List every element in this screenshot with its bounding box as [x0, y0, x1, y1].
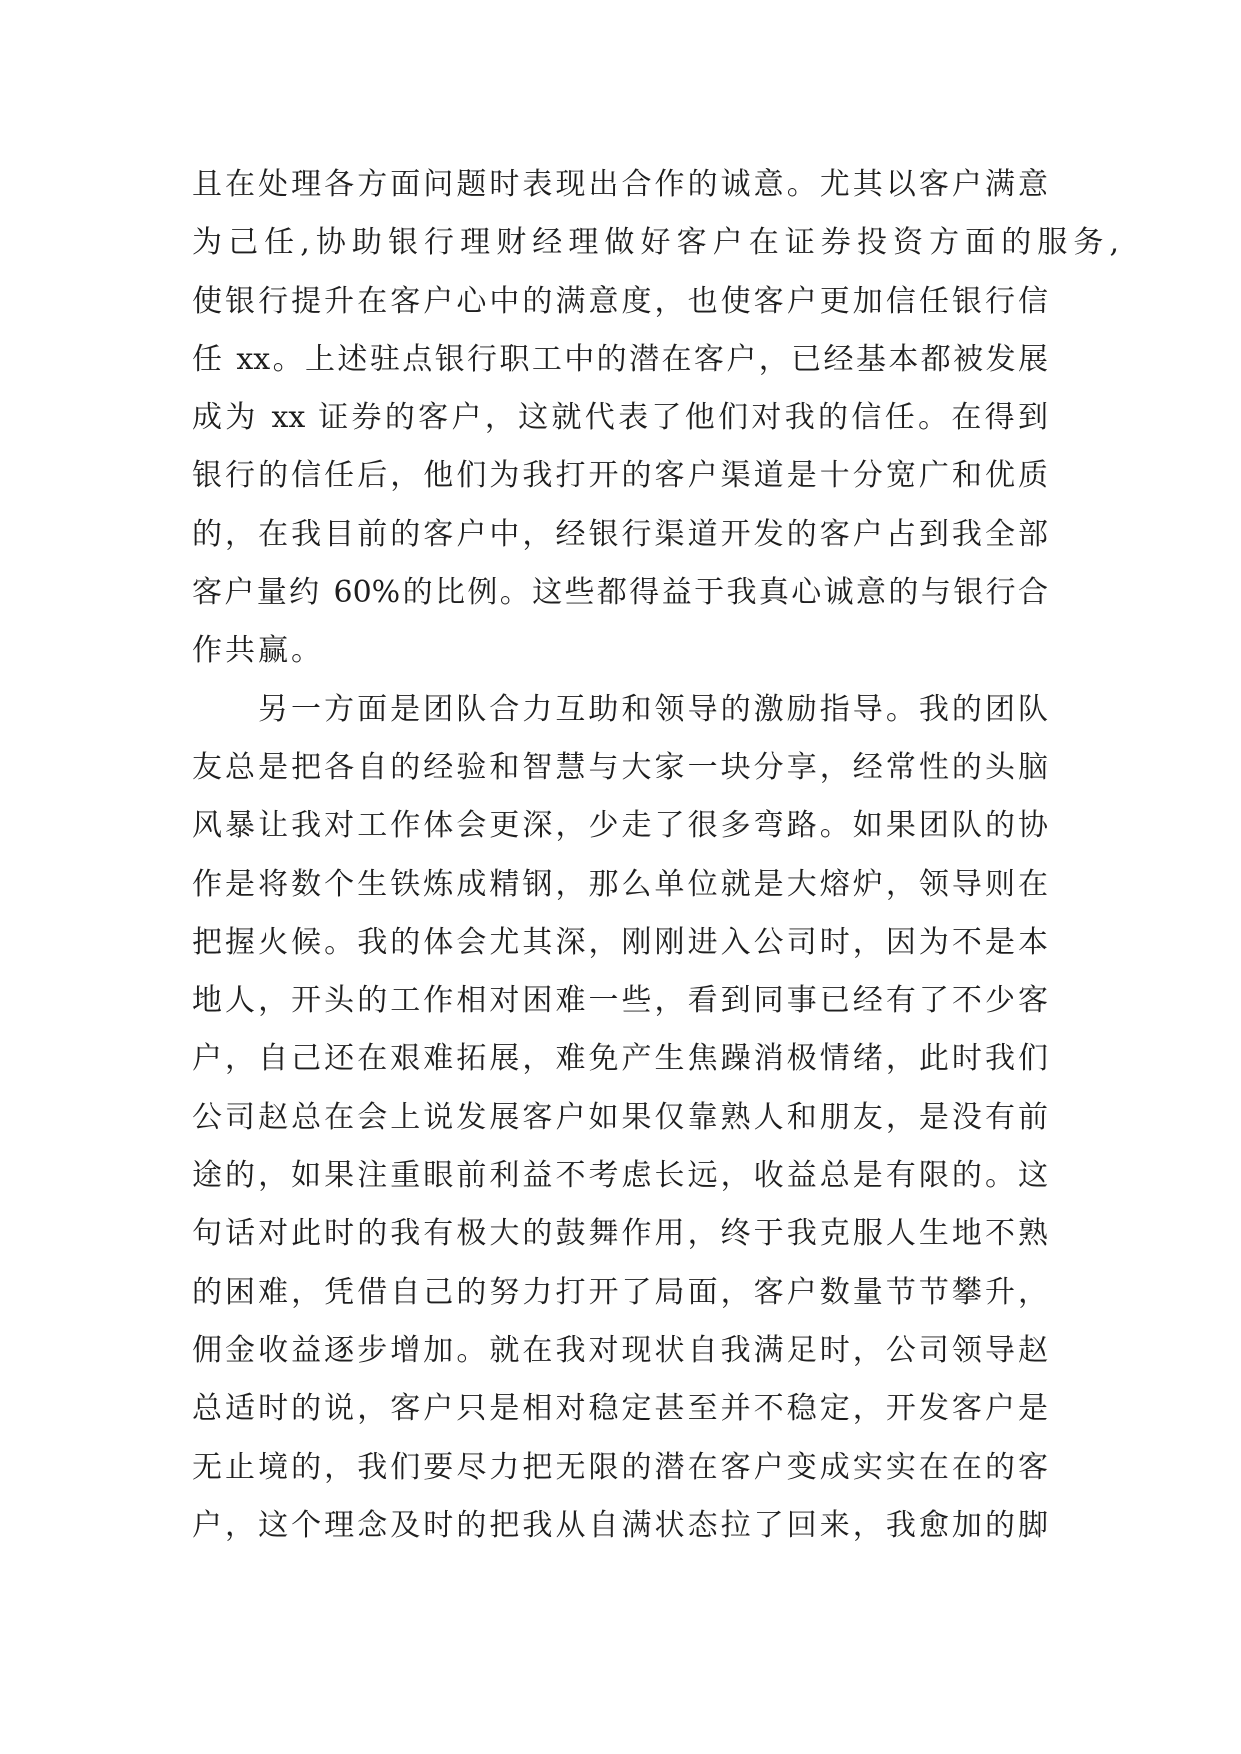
text-line: 作共赢。 [192, 633, 324, 669]
paragraph [192, 156, 1119, 681]
text-line: 户，自己还在艰难拓展，难免产生焦躁消极情绪，此时我们 [192, 1041, 1048, 1077]
paragraph [192, 681, 1048, 1555]
text-line: 无止境的，我们要尽力把无限的潜在客户变成实实在在的客 [192, 1449, 1048, 1485]
text-line: 佣金收益逐步增加。就在我对现状自我满足时，公司领导赵 [192, 1332, 1048, 1368]
text-line: 的困难，凭借自己的努力打开了局面，客户数量节节攀升， [192, 1274, 1048, 1310]
text-line: 使银行提升在客户心中的满意度，也使客户更加信任银行信 [192, 283, 1048, 319]
text-line: 任 xx。上述驻点银行职工中的潜在客户，已经基本都被发展 [192, 341, 1048, 377]
text-line: 友总是把各自的经验和智慧与大家一块分享，经常性的头脑 [192, 749, 1048, 785]
text-line: 公司赵总在会上说发展客户如果仅靠熟人和朋友，是没有前 [192, 1099, 1048, 1135]
text-line: 户，这个理念及时的把我从自满状态拉了回来，我愈加的脚 [192, 1507, 1048, 1543]
text-line: 总适时的说，客户只是相对稳定甚至并不稳定，开发客户是 [192, 1391, 1048, 1427]
text-line: 的，在我目前的客户中，经银行渠道开发的客户占到我全部 [192, 516, 1048, 552]
text-line: 成为 xx 证券的客户，这就代表了他们对我的信任。在得到 [192, 400, 1048, 436]
text-line: 为己任,协助银行理财经理做好客户在证券投资方面的服务, [192, 225, 1119, 261]
text-line: 且在处理各方面问题时表现出合作的诚意。尤其以客户满意 [192, 167, 1048, 202]
text-line: 地人，开头的工作相对困难一些，看到同事已经有了不少客 [192, 983, 1048, 1019]
text-line: 银行的信任后，他们为我打开的客户渠道是十分宽广和优质 [192, 458, 1048, 494]
text-line: 客户量约 60%的比例。这些都得益于我真心诚意的与银行合 [192, 575, 1048, 611]
text-line: 途的，如果注重眼前利益不考虑长远，收益总是有限的。这 [192, 1158, 1048, 1194]
text-line: 把握火候。我的体会尤其深，刚刚进入公司时，因为不是本 [192, 924, 1048, 960]
text-line: 另一方面是团队合力互助和领导的激励指导。我的团队 [258, 691, 1048, 727]
text-line: 作是将数个生铁炼成精钢，那么单位就是大熔炉，领导则在 [192, 866, 1048, 902]
document-body [192, 156, 1119, 1555]
text-line: 句话对此时的我有极大的鼓舞作用，终于我克服人生地不熟 [192, 1216, 1048, 1252]
text-line: 风暴让我对工作体会更深，少走了很多弯路。如果团队的协 [192, 808, 1048, 844]
